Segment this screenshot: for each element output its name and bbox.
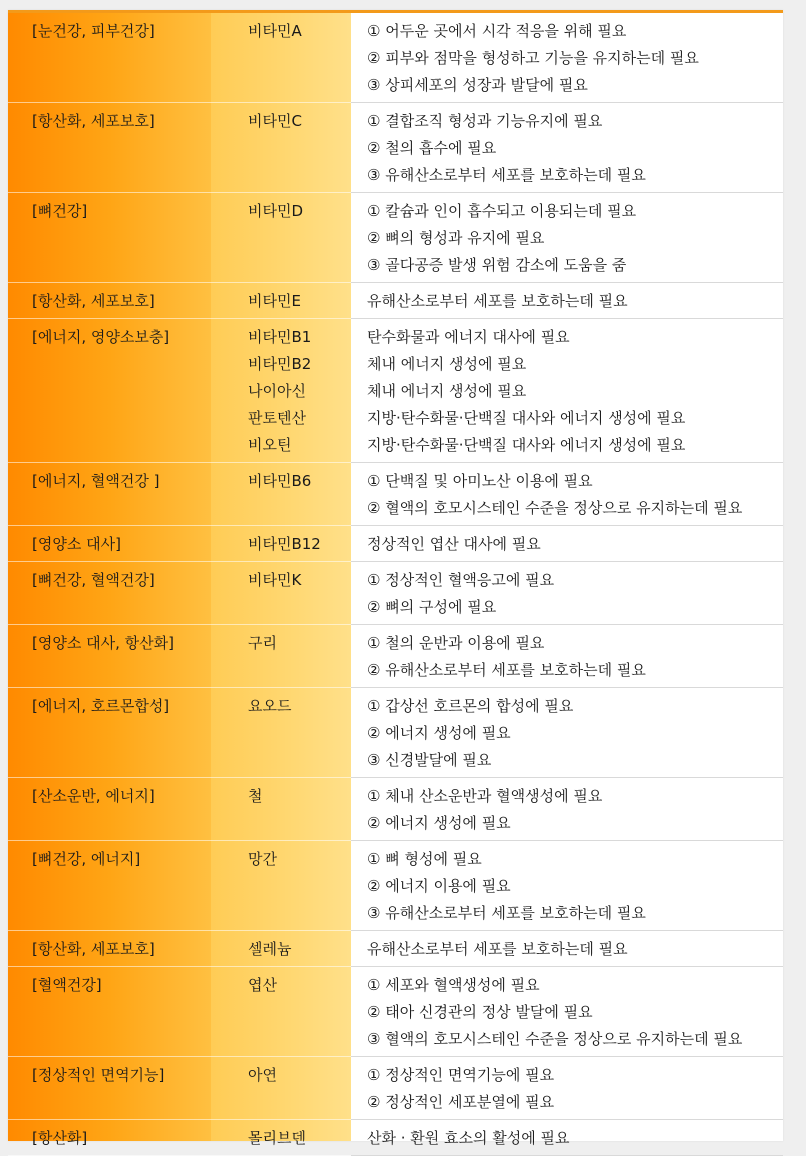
nutrient-name: 엽산 xyxy=(248,976,277,994)
table-body xyxy=(8,13,783,1156)
function-description-line: 지방·탄수화물·단백질 대사와 에너지 생성에 필요 xyxy=(367,436,686,454)
function-description-line: 체내 에너지 생성에 필요 xyxy=(367,355,527,373)
function-description-cell xyxy=(351,841,783,931)
category-cell: [산소운반, 에너지] xyxy=(8,778,211,841)
function-description-cell xyxy=(351,562,783,625)
nutrient-name-cell xyxy=(211,778,351,841)
nutrient-name-cell xyxy=(211,931,351,967)
function-description-cell xyxy=(351,526,783,562)
function-description-line: ① 세포와 혈액생성에 필요 xyxy=(367,976,540,994)
category-cell: [항산화, 세포보호] xyxy=(8,931,211,967)
nutrient-name-cell xyxy=(211,841,351,931)
category-cell: [에너지, 호르몬합성] xyxy=(8,688,211,778)
function-description-line: ③ 유해산소로부터 세포를 보호하는데 필요 xyxy=(367,904,646,922)
function-description-cell xyxy=(351,931,783,967)
function-description-line: ② 뼈의 형성과 유지에 필요 xyxy=(367,229,545,247)
category-cell: [항산화, 세포보호] xyxy=(8,103,211,193)
category-cell: [항산화] xyxy=(8,1120,211,1156)
function-description-cell xyxy=(351,193,783,283)
nutrient-name: 비타민C xyxy=(248,112,302,130)
function-description-line: ② 유해산소로부터 세포를 보호하는데 필요 xyxy=(367,661,646,679)
function-description-line: 체내 에너지 생성에 필요 xyxy=(367,382,527,400)
nutrient-name: 비타민E xyxy=(248,292,301,310)
function-description-line: 정상적인 엽산 대사에 필요 xyxy=(367,535,541,553)
function-description-line: ③ 유해산소로부터 세포를 보호하는데 필요 xyxy=(367,166,646,184)
function-description-line: ② 에너지 생성에 필요 xyxy=(367,724,511,742)
nutrient-name-cell xyxy=(211,103,351,193)
table-row xyxy=(8,283,783,319)
nutrient-name-cell xyxy=(211,1120,351,1156)
function-description-line: ① 갑상선 호르몬의 합성에 필요 xyxy=(367,697,574,715)
category-cell: [뼈건강, 에너지] xyxy=(8,841,211,931)
function-description-line: ② 에너지 생성에 필요 xyxy=(367,814,511,832)
nutrient-name: 비타민B2 xyxy=(248,355,312,373)
nutrient-name-cell xyxy=(211,688,351,778)
category-cell: [뼈건강] xyxy=(8,193,211,283)
function-description-line: ① 체내 산소운반과 혈액생성에 필요 xyxy=(367,787,603,805)
function-description-line: ② 태아 신경관의 정상 발달에 필요 xyxy=(367,1003,593,1021)
nutrient-name: 비타민B6 xyxy=(248,472,312,490)
function-description-cell xyxy=(351,13,783,103)
table-row xyxy=(8,193,783,283)
nutrient-name: 비타민B12 xyxy=(248,535,321,553)
category-cell: [영양소 대사] xyxy=(8,526,211,562)
table-row xyxy=(8,625,783,688)
nutrient-name: 비타민D xyxy=(248,202,304,220)
nutrient-name-cell xyxy=(211,463,351,526)
function-description-line: ① 칼슘과 인이 흡수되고 이용되는데 필요 xyxy=(367,202,637,220)
category-cell: [에너지, 혈액건강 ] xyxy=(8,463,211,526)
function-description-cell xyxy=(351,463,783,526)
nutrient-name: 아연 xyxy=(248,1066,277,1084)
category-cell: [뼈건강, 혈액건강] xyxy=(8,562,211,625)
nutrient-name: 판토텐산 xyxy=(248,409,306,427)
function-description-line: ① 단백질 및 아미노산 이용에 필요 xyxy=(367,472,593,490)
function-description-line: ② 피부와 점막을 형성하고 기능을 유지하는데 필요 xyxy=(367,49,699,67)
nutrient-name-cell xyxy=(211,526,351,562)
function-description-line: 유해산소로부터 세포를 보호하는데 필요 xyxy=(367,292,628,310)
table-row xyxy=(8,13,783,103)
category-cell: [항산화, 세포보호] xyxy=(8,283,211,319)
category-cell: [혈액건강] xyxy=(8,967,211,1057)
function-description-line: ① 결합조직 형성과 기능유지에 필요 xyxy=(367,112,603,130)
function-description-line: ② 에너지 이용에 필요 xyxy=(367,877,511,895)
function-description-line: 지방·탄수화물·단백질 대사와 에너지 생성에 필요 xyxy=(367,409,686,427)
table-row xyxy=(8,1120,783,1156)
nutrient-name: 요오드 xyxy=(248,697,292,715)
function-description-line: ① 철의 운반과 이용에 필요 xyxy=(367,634,545,652)
function-description-cell xyxy=(351,778,783,841)
nutrient-name: 비오틴 xyxy=(248,436,292,454)
table-row xyxy=(8,688,783,778)
function-description-line: ② 철의 흡수에 필요 xyxy=(367,139,497,157)
table-row xyxy=(8,841,783,931)
nutrient-name: 나이아신 xyxy=(248,382,306,400)
function-description-cell xyxy=(351,688,783,778)
function-description-cell xyxy=(351,1120,783,1156)
category-cell: [정상적인 면역기능] xyxy=(8,1057,211,1120)
nutrient-name: 셀레늄 xyxy=(248,940,292,958)
function-description-cell xyxy=(351,319,783,463)
function-description-line: ② 혈액의 호모시스테인 수준을 정상으로 유지하는데 필요 xyxy=(367,499,743,517)
function-description-line: ③ 골다공증 발생 위험 감소에 도움을 줌 xyxy=(367,256,627,274)
table-row xyxy=(8,319,783,463)
table-row xyxy=(8,931,783,967)
function-description-line: ① 어두운 곳에서 시각 적응을 위해 필요 xyxy=(367,22,627,40)
nutrient-name: 망간 xyxy=(248,850,277,868)
nutrient-table-panel xyxy=(8,10,783,1147)
function-description-cell xyxy=(351,967,783,1057)
nutrient-name: 철 xyxy=(248,787,263,805)
function-description-cell xyxy=(351,625,783,688)
nutrient-function-table xyxy=(8,13,783,1156)
function-description-cell xyxy=(351,283,783,319)
function-description-line: ③ 상피세포의 성장과 발달에 필요 xyxy=(367,76,588,94)
function-description-line: 산화 · 환원 효소의 활성에 필요 xyxy=(367,1129,570,1147)
category-cell: [에너지, 영양소보충] xyxy=(8,319,211,463)
function-description-line: ③ 신경발달에 필요 xyxy=(367,751,492,769)
category-cell: [영양소 대사, 항산화] xyxy=(8,625,211,688)
nutrient-name-cell xyxy=(211,625,351,688)
function-description-line: ② 뼈의 구성에 필요 xyxy=(367,598,497,616)
nutrient-name-cell xyxy=(211,193,351,283)
function-description-line: ② 정상적인 세포분열에 필요 xyxy=(367,1093,555,1111)
nutrient-name-cell xyxy=(211,967,351,1057)
nutrient-name: 몰리브덴 xyxy=(248,1129,306,1147)
table-row xyxy=(8,1057,783,1120)
function-description-line: ① 뼈 형성에 필요 xyxy=(367,850,482,868)
function-description-cell xyxy=(351,1057,783,1120)
table-row xyxy=(8,562,783,625)
function-description-line: ① 정상적인 면역기능에 필요 xyxy=(367,1066,555,1084)
function-description-line: 탄수화물과 에너지 대사에 필요 xyxy=(367,328,570,346)
table-row xyxy=(8,463,783,526)
function-description-line: ① 정상적인 혈액응고에 필요 xyxy=(367,571,555,589)
nutrient-name: 비타민A xyxy=(248,22,302,40)
nutrient-name: 비타민B1 xyxy=(248,328,312,346)
nutrient-name-cell xyxy=(211,283,351,319)
nutrient-name-cell xyxy=(211,1057,351,1120)
nutrient-name: 비타민K xyxy=(248,571,302,589)
nutrient-name-cell xyxy=(211,562,351,625)
nutrient-name-cell xyxy=(211,319,351,463)
function-description-line: ③ 혈액의 호모시스테인 수준을 정상으로 유지하는데 필요 xyxy=(367,1030,743,1048)
table-row xyxy=(8,526,783,562)
nutrient-name: 구리 xyxy=(248,634,277,652)
table-row xyxy=(8,778,783,841)
function-description-line: 유해산소로부터 세포를 보호하는데 필요 xyxy=(367,940,628,958)
nutrient-name-cell xyxy=(211,13,351,103)
table-row xyxy=(8,103,783,193)
category-cell: [눈건강, 피부건강] xyxy=(8,13,211,103)
function-description-cell xyxy=(351,103,783,193)
table-row xyxy=(8,967,783,1057)
